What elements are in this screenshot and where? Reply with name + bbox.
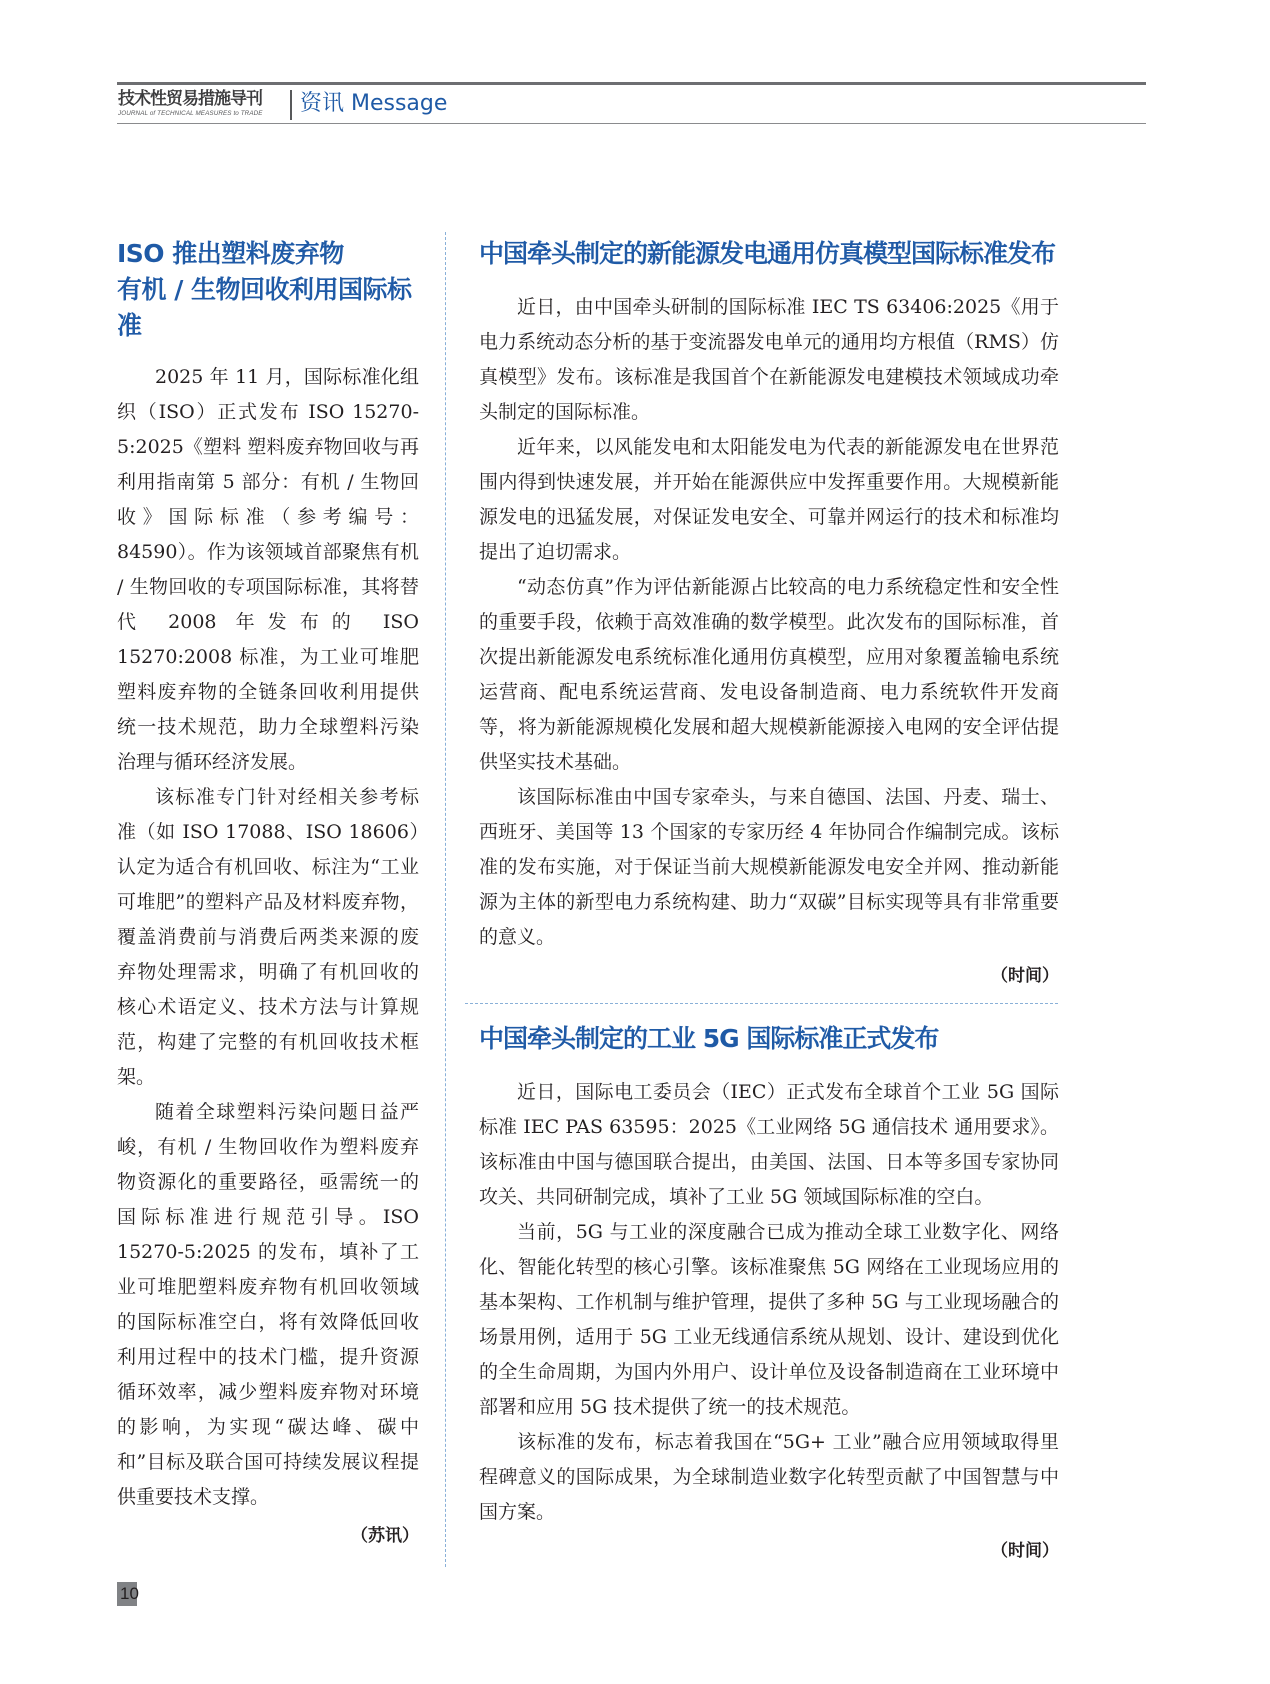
article-source: （时间） xyxy=(991,1541,1059,1561)
article-paragraph: 该国际标准由中国专家牵头，与来自德国、法国、丹麦、瑞士、西班牙、美国等 13 个国家的专家历经 4 年协同合作编制完成。该标准的发布实施，对于保证当前大规模新能源发电安全并网、推动新能源为主体的新型电力系统构建、助力“双碳”目标实现等具有非常重要的意义。 xyxy=(479,786,1059,948)
article-paragraph: 2025 年 11 月，国际标准化组织（ISO）正式发布 ISO 15270-5:2025《塑料 塑料废弃物回收与再利用指南第 5 部分：有机 / 生物回收》国际标准（参考编号：84590）。作为该领域首部聚焦有机 / 生物回收的专项国际标准，其将替代 2008 年发布的 ISO 15270:2008 标准，为工业可堆肥塑料废弃物的全链条回收利用提供统一技术规范，助力全球塑料污染治理与循环经济发展。 xyxy=(117,366,419,773)
article-divider xyxy=(465,1003,1058,1004)
article-paragraph: “动态仿真”作为评估新能源占比较高的电力系统稳定性和安全性的重要手段，依赖于高效准确的数学模型。此次发布的国际标准，首次提出新能源发电系统标准化通用仿真模型，应用对象覆盖输电系统运营商、配电系统运营商、发电设备制造商、电力系统软件开发商等，将为新能源规模化发展和超大规模新能源接入电网的安全评估提供坚实技术基础。 xyxy=(479,576,1059,773)
article-iso-plastics xyxy=(117,236,419,1551)
article-industrial-5g xyxy=(479,1021,1059,1566)
journal-logo xyxy=(118,89,284,123)
article-paragraph: 当前，5G 与工业的深度融合已成为推动全球工业数字化、网络化、智能化转型的核心引擎。该标准聚焦 5G 网络在工业现场应用的基本架构、工作机制与维护管理，提供了多种 5G 与工业现场融合的场景用例，适用于 5G 工业无线通信系统从规划、设计、建设到优化的全生命周期，为国内外用户、设计单位及设备制造商在工业环境中部署和应用 5G 技术提供了统一的技术规范。 xyxy=(479,1221,1059,1418)
article-source: （苏讯） xyxy=(351,1526,419,1546)
journal-name: 技术性贸易措施导刊 xyxy=(118,89,262,109)
header-divider xyxy=(290,90,292,120)
page-number: 10 xyxy=(120,1584,139,1603)
header-bottom-rule xyxy=(117,123,1146,124)
article-title: 中国牵头制定的新能源发电通用仿真模型国际标准发布 xyxy=(479,239,1056,268)
article-paragraph: 近日，国际电工委员会（IEC）正式发布全球首个工业 5G 国际标准 IEC PAS 63595：2025《工业网络 5G 通信技术 通用要求》。该标准由中国与德国联合提出，由美国、法国、日本等多国专家协同攻关、共同研制完成，填补了工业 5G 领域国际标准的空白。 xyxy=(479,1081,1059,1208)
column-divider xyxy=(445,232,446,1567)
section-label: 资讯 Message xyxy=(300,91,448,116)
article-title xyxy=(117,236,419,344)
article-new-energy-simulation xyxy=(479,236,1059,991)
journal-subtitle: JOURNAL of TECHNICAL MEASURES to TRADE xyxy=(118,110,263,117)
article-paragraph: 该标准专门针对经相关参考标准（如 ISO 17088、ISO 18606）认定为适合有机回收、标注为“工业可堆肥”的塑料产品及材料废弃物，覆盖消费前与消费后两类来源的废弃物处理需求，明确了有机回收的核心术语定义、技术方法与计算规范，构建了完整的有机回收技术框架。 xyxy=(117,786,419,1088)
article-paragraph: 该标准的发布，标志着我国在“5G+ 工业”融合应用领域取得里程碑意义的国际成果，为全球制造业数字化转型贡献了中国智慧与中国方案。 xyxy=(479,1431,1059,1523)
article-title: 中国牵头制定的工业 5G 国际标准正式发布 xyxy=(479,1024,939,1053)
article-paragraph: 近年来，以风能发电和太阳能发电为代表的新能源发电在世界范围内得到快速发展，并开始在能源供应中发挥重要作用。大规模新能源发电的迅猛发展，对保证发电安全、可靠并网运行的技术和标准均提出了迫切需求。 xyxy=(479,436,1059,563)
article-paragraph: 随着全球塑料污染问题日益严峻，有机 / 生物回收作为塑料废弃物资源化的重要路径，亟需统一的国际标准进行规范引导。ISO 15270-5:2025 的发布，填补了工业可堆肥塑料废弃物有机回收领域的国际标准空白，将有效降低回收利用过程中的技术门槛，提升资源循环效率，减少塑料废弃物对环境的影响，为实现“碳达峰、碳中和”目标及联合国可持续发展议程提供重要技术支撑。 xyxy=(117,1101,419,1508)
article-title-line2: 有机 / 生物回收利用国际标准 xyxy=(117,275,412,340)
article-title-line1: ISO 推出塑料废弃物 xyxy=(117,239,344,268)
article-paragraph: 近日，由中国牵头研制的国际标准 IEC TS 63406:2025《用于电力系统动态分析的基于变流器发电单元的通用均方根值（RMS）仿真模型》发布。该标准是我国首个在新能源发电建模技术领域成功牵头制定的国际标准。 xyxy=(479,296,1059,423)
header-top-rule xyxy=(117,82,1146,85)
article-source: （时间） xyxy=(991,966,1059,986)
